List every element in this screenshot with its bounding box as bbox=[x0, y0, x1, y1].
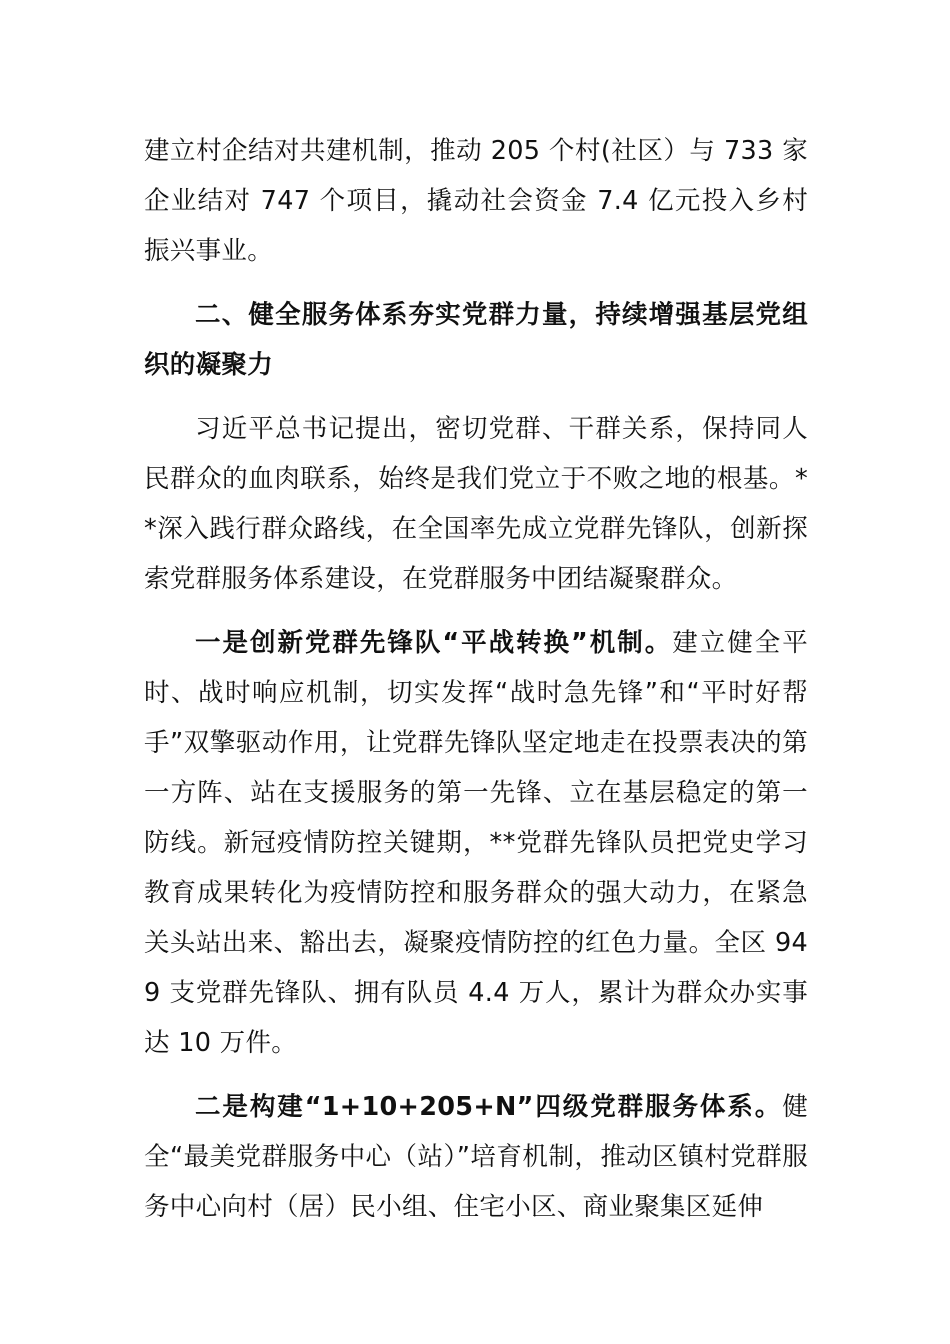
paragraph-body-1: 建立健全平时、战时响应机制，切实发挥“战时急先锋”和“平时好帮手”双擎驱动作用，让党群先锋队坚定地走在投票表决的第一方阵、站在支援服务的第一先锋、立在基层稳定的第一防线。新冠疫情防控关键期，**党群先锋队员把党史学习教育成果转化为疫情防控和服务群众的强大动力，在紧急关头站出来、豁出去，凝聚疫情防控的红色力量。全区 949 支党群先锋队、拥有队员 4.4 万人，累计为群众办实事达 10 万件。 bbox=[144, 628, 808, 1058]
section-heading-2: 二、健全服务体系夯实党群力量，持续增强基层党组织的凝聚力 bbox=[144, 300, 808, 380]
document-page bbox=[144, 126, 808, 1232]
paragraph-mass-line: 习近平总书记提出，密切党群、干群关系，保持同人民群众的血肉联系，始终是我们党立于不败之地的根基。**深入践行群众路线，在全国率先成立党群先锋队，创新探索党群服务体系建设，在党群服务中团结凝聚群众。 bbox=[144, 414, 808, 594]
paragraph-lead-1: 一是创新党群先锋队“平战转换”机制。 bbox=[195, 628, 673, 658]
paragraph-lead-2: 二是构建“1+10+205+N”四级党群服务体系。 bbox=[195, 1092, 783, 1122]
paragraph-body-2: 健全“最美党群服务中心（站）”培育机制，推动区镇村党群服务中心向村（居）民小组、住宅小区、商业聚集区延伸 bbox=[144, 1092, 808, 1222]
paragraph-vanguard-mechanism bbox=[144, 618, 808, 1068]
paragraph-service-system bbox=[144, 1082, 808, 1232]
paragraph-village-enterprise: 建立村企结对共建机制，推动 205 个村(社区）与 733 家企业结对 747 个项目，撬动社会资金 7.4 亿元投入乡村振兴事业。 bbox=[144, 136, 808, 266]
